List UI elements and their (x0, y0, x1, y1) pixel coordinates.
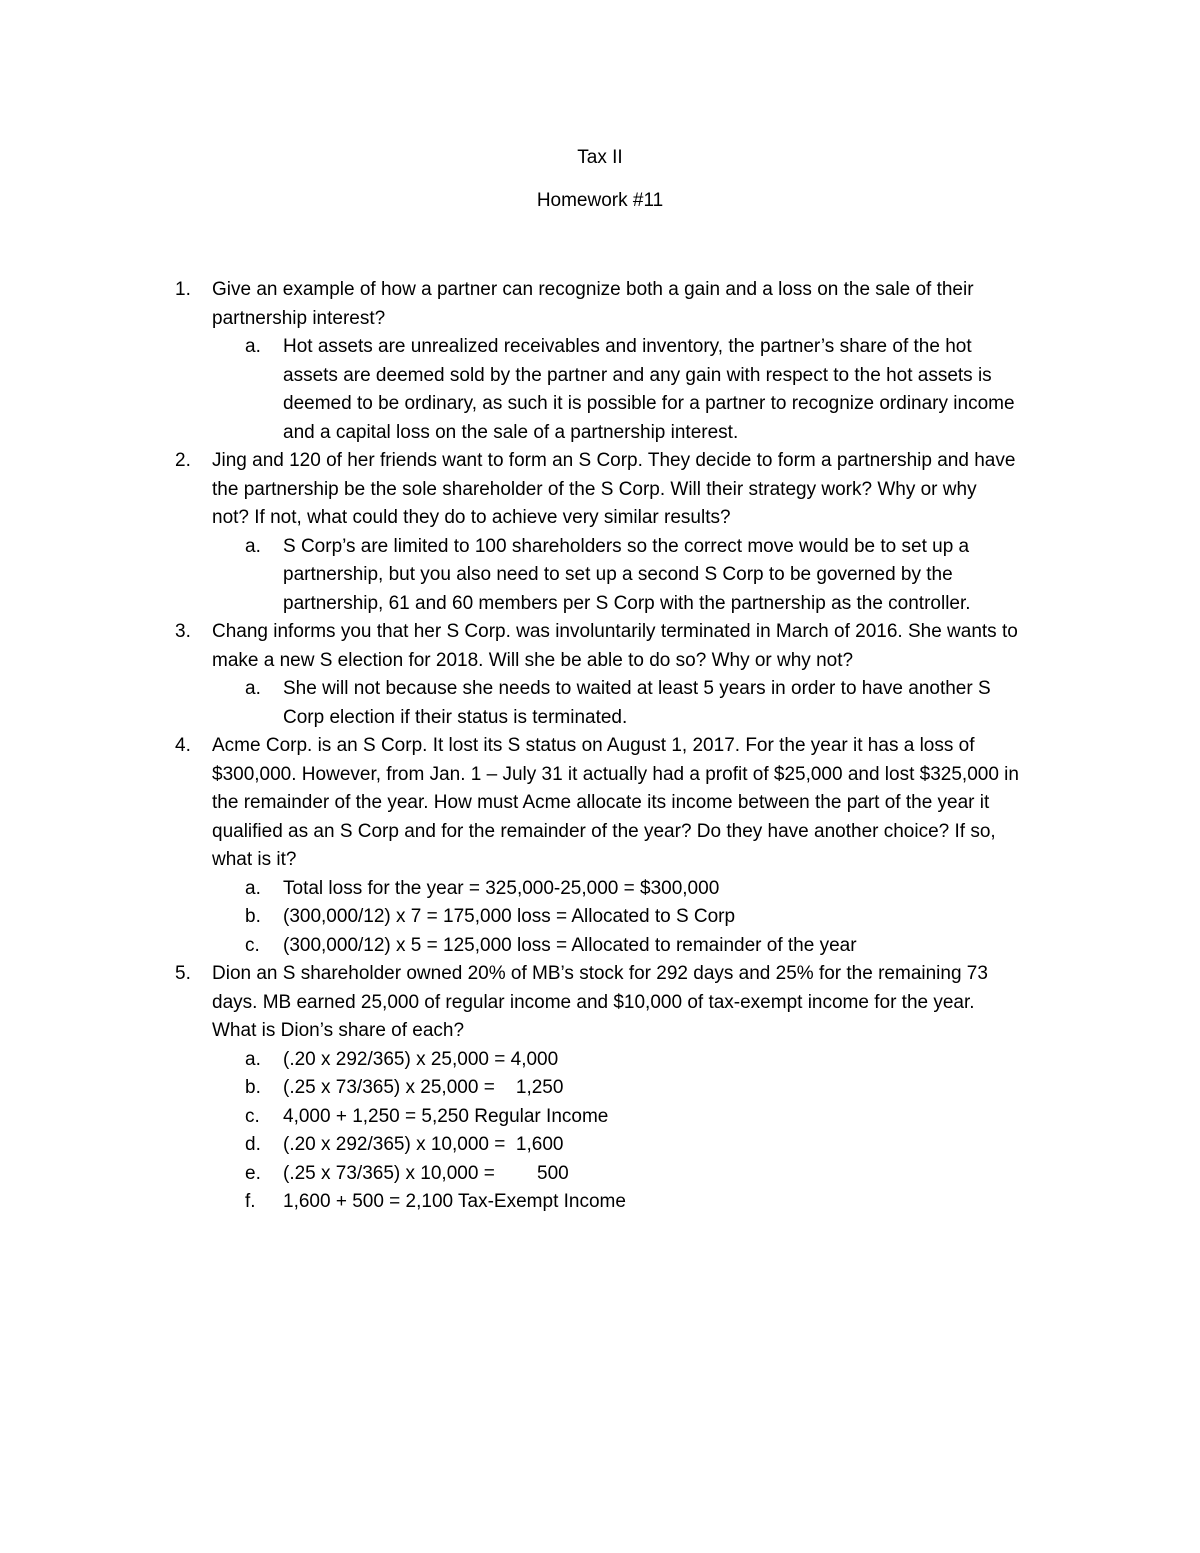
document-title: Tax II (577, 147, 623, 168)
question-text-line: what is it? (212, 849, 297, 870)
answer-letter: e. (245, 1162, 261, 1184)
answer-text-line: (.20 x 292/365) x 10,000 = 1,600 (283, 1134, 564, 1155)
question-text-line: Give an example of how a partner can recognize both a gain and a loss on the sale of their (212, 279, 974, 300)
answer-text-line: assets are deemed sold by the partner and any gain with respect to the hot assets is (283, 364, 992, 386)
question-text-line: the remainder of the year. How must Acme allocate its income between the part of the year it (212, 792, 990, 813)
answer-letter: c. (245, 1105, 260, 1127)
answer-letter: a. (245, 535, 261, 557)
answer-letter: d. (245, 1134, 261, 1155)
question-text-line: the partnership be the sole shareholder of the S Corp. Will their strategy work? Why or why (212, 478, 977, 500)
answer-text-line: Hot assets are unrealized receivables and inventory, the partner’s share of the hot (283, 336, 972, 357)
question-text-line: qualified as an S Corp and for the remainder of the year? Do they have another choice? If so, (212, 820, 996, 842)
question-text-line: make a new S election for 2018. Will she be able to do so? Why or why not? (212, 649, 854, 671)
answer-letter: a. (245, 1048, 261, 1070)
question-text-line: Jing and 120 of her friends want to form an S Corp. They decide to form a partnership and have (212, 450, 1016, 471)
answer-letter: b. (245, 906, 261, 927)
answer-letter: f. (245, 1191, 256, 1212)
answer-text-line: (.25 x 73/365) x 10,000 = 500 (283, 1162, 569, 1184)
answer-text-line: 1,600 + 500 = 2,100 Tax-Exempt Income (283, 1191, 626, 1212)
answer-text-line: (.20 x 292/365) x 25,000 = 4,000 (283, 1048, 559, 1070)
question-number: 4. (175, 735, 191, 756)
answer-text-line: (300,000/12) x 5 = 125,000 loss = Allocated to remainder of the year (283, 934, 857, 956)
answer-text-line: Corp election if their status is terminated. (283, 706, 628, 728)
answer-text-line: (.25 x 73/365) x 25,000 = 1,250 (283, 1077, 564, 1098)
answer-letter: a. (245, 336, 261, 357)
question-number: 3. (175, 621, 191, 642)
answer-letter: a. (245, 678, 261, 699)
question-text-line: partnership interest? (212, 307, 386, 329)
answer-text-line: partnership, 61 and 60 members per S Corp with the partnership as the controller. (283, 592, 971, 614)
answer-letter: b. (245, 1077, 261, 1098)
answer-letter: a. (245, 877, 261, 899)
question-number: 2. (175, 450, 191, 471)
answer-letter: c. (245, 934, 260, 956)
answer-text-line: and a capital loss on the sale of a partnership interest. (283, 421, 739, 443)
answer-text-line: (300,000/12) x 7 = 175,000 loss = Allocated to S Corp (283, 906, 736, 927)
question-text-line: days. MB earned 25,000 of regular income and $10,000 of tax-exempt income for the year. (212, 991, 975, 1013)
answer-text-line: Total loss for the year = 325,000-25,000 = $300,000 (283, 877, 720, 899)
question-text-line: What is Dion’s share of each? (212, 1020, 465, 1041)
answer-text-line: S Corp’s are limited to 100 shareholders so the correct move would be to set up a (283, 535, 970, 557)
answer-text-line: She will not because she needs to waited at least 5 years in order to have another S (283, 678, 991, 699)
question-text-line: Acme Corp. is an S Corp. It lost its S status on August 1, 2017. For the year it has a loss of (212, 735, 975, 756)
question-number: 5. (175, 963, 191, 984)
question-text-line: Dion an S shareholder owned 20% of MB’s stock for 292 days and 25% for the remaining 73 (212, 963, 988, 984)
question-text-line: $300,000. However, from Jan. 1 – July 31 it actually had a profit of $25,000 and lost $325,000 in (212, 763, 1019, 785)
answer-text-line: 4,000 + 1,250 = 5,250 Regular Income (283, 1105, 609, 1127)
answer-text-line: partnership, but you also need to set up a second S Corp to be governed by the (283, 564, 953, 585)
question-text-line: not? If not, what could they do to achieve very similar results? (212, 507, 731, 528)
answer-text-line: deemed to be ordinary, as such it is possible for a partner to recognize ordinary income (283, 393, 1015, 414)
question-text-line: Chang informs you that her S Corp. was involuntarily terminated in March of 2016. She wants to (212, 621, 1018, 642)
question-number: 1. (175, 279, 191, 300)
document-subtitle: Homework #11 (536, 190, 664, 211)
